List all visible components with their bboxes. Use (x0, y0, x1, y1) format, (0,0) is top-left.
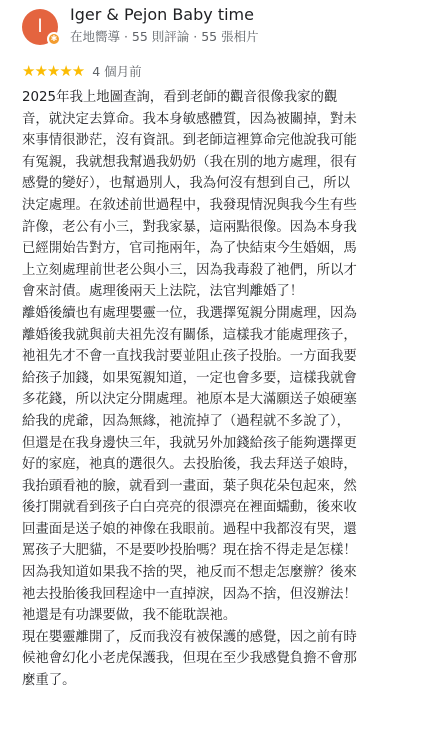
avatar-letter: I (37, 16, 43, 37)
review-header (22, 6, 437, 48)
reviewer-name[interactable]: Iger & Pejon Baby time (70, 5, 254, 24)
review-time: 4 個月前 (92, 64, 142, 79)
review-paragraph: 2025年我上地圖查詢，看到老師的觀音很像我家的觀 音，就決定去算命。我本身敏感體質，因為被關掉，對未 來事情很渺茫，沒有資訊。到老師這裡算命完他說我可能 有冤親，我就想我幫過我奶奶（我在別的地方處理，很有 感覺的變好），也幫過別人，我為何沒有想到自己，所以 決定處理。在敘述前世過程中，我發現情況與我今生有些 許像，老公有小三，對我家暴，這兩點很像。因為本身我 已經開始告對方，官司拖兩年，為了快結束今生婚姻，馬 上立刻處理前世老公與小三，因為我毒殺了祂們，所以才 會來討債。處理後兩天上法院，法官判離婚了！ (22, 90, 357, 300)
reviewer-meta: 在地嚮導 · 55 則評論 · 55 張相片 (70, 29, 259, 44)
local-guide-badge-icon: ✱ (47, 32, 61, 46)
review-paragraph: 離婚後續也有處理嬰靈一位，我選擇冤親分開處理，因為 離婚後我就與前夫祖先沒有關係，這樣我才能處理孩子， 祂祖先才不會一直找我討要並阻止孩子投胎。一方面我要 給孩子加錢，如果冤親知道，一定也會多要，這樣我就會 多花錢，所以決定分開處理。祂原本是大滿願送子娘硬塞 給我的虎爺，因為無緣，祂流掉了（過程就不多說了）， 但還是在我身邊快三年，我就另外加錢給孩子能夠選擇更 好的家庭，祂真的選很久。去投胎後，我去拜送子娘時， 我抬頭看祂的臉，就看到一畫面，葉子與花朵包起來，然 後打開就看到孩子白白亮亮的很漂亮在裡面蠕動，後來收 回畫面是送子娘的神像在我眼前。過程中我都沒有哭，還 罵孩子大肥貓，不是要吵投胎嗎？現在捨不得走是怎樣！ 因為我知道如果我不捨的哭，祂反而不想走怎麼辦？後來 祂去投胎後我回程途中一直掉淚，因為不捨，但沒辦法！ 祂還是有功課要做，我不能耽誤祂。 (22, 305, 357, 624)
review-paragraph: 現在嬰靈離開了，反而我沒有被保護的感覺，因之前有時 候祂會幻化小老虎保護我，但現在至少我感覺負擔不會那 麼重了。 (22, 629, 357, 689)
review-text (22, 87, 422, 692)
rating-row (22, 60, 142, 82)
star-rating: ★★★★★ (22, 62, 85, 80)
